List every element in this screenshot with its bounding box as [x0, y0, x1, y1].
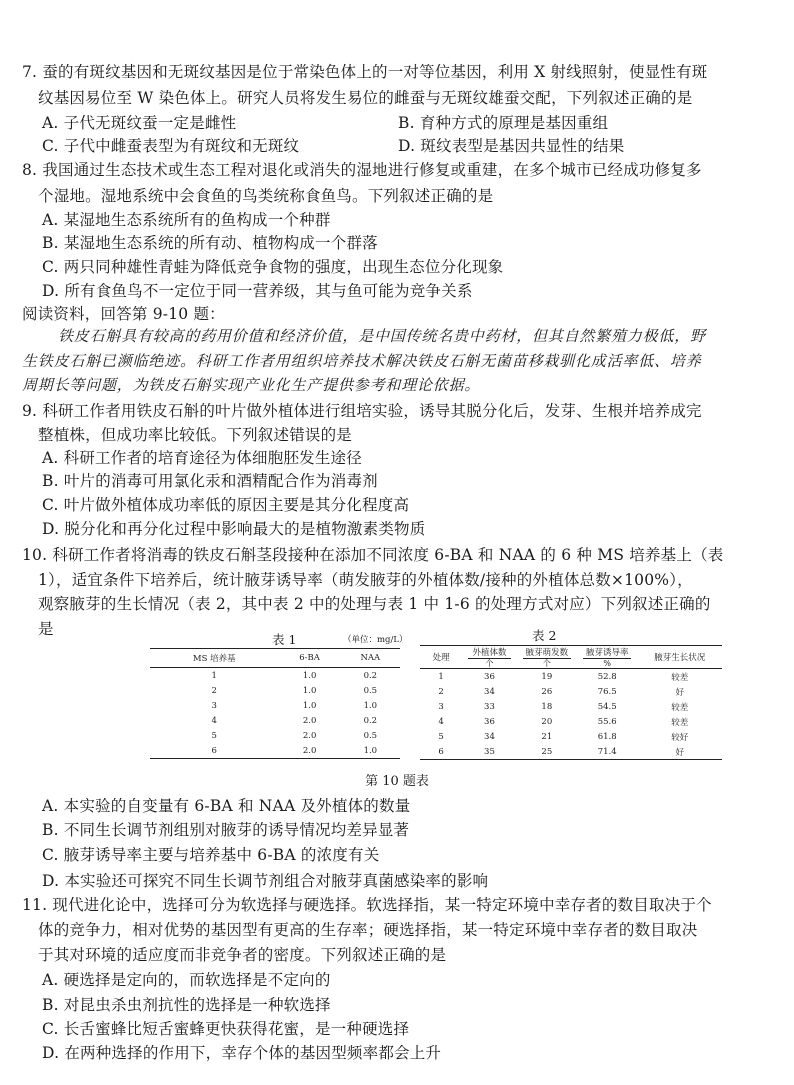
q11-option-b: B. 对昆虫杀虫剂抗性的选择是一种软选择 [42, 996, 331, 1014]
table2-header-treatment: 处理 [420, 646, 462, 669]
table-cell: 61.8 [597, 731, 617, 742]
q9-option-a: A. 科研工作者的培育途径为体细胞胚发生途径 [42, 449, 362, 467]
table-cell: 3 [438, 701, 444, 712]
table-row [420, 669, 722, 685]
table2-header-explants-label: 外植体数 [472, 648, 507, 658]
table-row [150, 728, 400, 743]
table-row [420, 729, 722, 744]
table-cell: 35 [462, 744, 516, 760]
q7-stem-line-2: 纹基因易位至 W 染色体上。研究人员将发生易位的雌蚕与无斑纹雄蚕交配，下列叙述正确的是 [38, 89, 693, 107]
table2-header-rate-label: 腋芽诱导率 [585, 648, 629, 658]
q10-stem-line-1: 10. 科研工作者将消毒的铁皮石斛茎段接种在添加不同浓度 6-BA 和 NAA 的 6 种 MS 培养基上（表 [22, 546, 724, 564]
q11-option-c: C. 长舌蜜蜂比短舌蜜蜂更快获得花蜜，是一种硬选择 [42, 1020, 410, 1038]
table-row [150, 698, 400, 713]
table-cell: 71.4 [577, 744, 637, 760]
table-cell: 6 [150, 743, 279, 759]
q11-stem-line-3: 于其对环境的适应度而非竞争者的密度。下列叙述正确的是 [38, 946, 447, 964]
table-row [150, 713, 400, 728]
table-cell: 1 [438, 671, 444, 682]
reading-line-1: 铁皮石斛具有较高的药用价值和经济价值，是中国传统名贵中药材，但其自然繁殖力极低，野 [58, 327, 706, 345]
table1-title: 表 1 [272, 632, 297, 647]
table-cell: 1 [211, 670, 217, 681]
table-row [150, 743, 400, 759]
table-cell: 较差 [671, 717, 689, 728]
table-cell: 1.0 [341, 743, 400, 759]
table-row [420, 684, 722, 699]
table2-unit-rate: % [583, 658, 631, 668]
table-cell: 6 [420, 744, 462, 760]
table-cell: 较差 [671, 672, 689, 683]
table-cell: 1.0 [302, 700, 317, 711]
table2 [420, 645, 722, 760]
table-row [150, 683, 400, 698]
table-cell: 5 [211, 730, 217, 741]
table-cell: 2 [211, 685, 217, 696]
table-cell: 1.0 [363, 700, 378, 711]
table-cell: 18 [541, 701, 553, 712]
table1-unit: （单位：mg/L） [343, 635, 408, 645]
q10-stem-line-3: 观察腋芽的生长情况（表 2，其中表 2 中的处理与表 1 中 1-6 的处理方式对应）下列叙述正确的 [38, 595, 711, 613]
table-cell: 0.2 [363, 670, 378, 681]
table-row [150, 668, 400, 684]
q9-option-c: C. 叶片做外植体成功率低的原因主要是其分化程度高 [42, 496, 410, 514]
table-cell: 36 [484, 671, 495, 682]
table-cell: 4 [438, 716, 444, 727]
table-cell: 1.0 [302, 685, 317, 696]
q8-option-a: A. 某湿地生态系统所有的鱼构成一个种群 [42, 211, 331, 229]
table-cell: 2 [438, 686, 444, 697]
q7-option-d: D. 斑纹表型是基因共显性的结果 [398, 137, 625, 155]
table-cell: 19 [541, 671, 553, 682]
q8-stem-line-2: 个湿地。湿地系统中会食鱼的鸟类统称食鱼鸟。下列叙述正确的是 [38, 187, 494, 205]
reading-line-2: 生铁皮石斛已濒临绝迹。科研工作者用组织培养技术解决铁皮石斛无菌苗移栽驯化成活率低、培养 [22, 352, 702, 370]
q8-stem-line-1: 8. 我国通过生态技术或生态工程对退化或消失的湿地进行修复或重建，在多个城市已经成功修复多 [22, 161, 702, 179]
table-cell: 25 [517, 744, 577, 760]
q8-option-d: D. 所有食鱼鸟不一定位于同一营养级，其与鱼可能为竞争关系 [42, 282, 473, 300]
table-cell: 26 [541, 686, 553, 697]
table-cell: 36 [484, 716, 495, 727]
table-cell: 好 [675, 687, 684, 698]
q7-option-c: C. 子代中雌蚕表型为有斑纹和无斑纹 [42, 137, 300, 155]
q11-option-d: D. 在两种选择的作用下，幸存个体的基因型频率都会上升 [42, 1044, 442, 1062]
table-cell: 0.2 [363, 715, 378, 726]
table1 [150, 648, 400, 759]
q10-option-d: D. 本实验还可探究不同生长调节剂组合对腋芽真菌感染率的影响 [42, 872, 489, 890]
q10-stem-line-4: 是 [38, 620, 54, 638]
table2-header-growth: 腋芽生长状况 [637, 646, 722, 669]
table-cell: 0.5 [363, 730, 378, 741]
q7-option-a: A. 子代无斑纹蚕一定是雌性 [42, 114, 237, 132]
q9-stem-line-1: 9. 科研工作者用铁皮石斛的叶片做外植体进行组培实验，诱导其脱分化后，发芽、生根并培养成完 [22, 402, 702, 420]
q9-option-b: B. 叶片的消毒可用氯化汞和酒精配合作为消毒剂 [42, 472, 378, 490]
table-cell: 1.0 [302, 670, 317, 681]
table-cell: 较好 [671, 732, 689, 743]
table2-header-sprouted [517, 646, 577, 669]
table-row [420, 744, 722, 760]
q9-option-d: D. 脱分化和再分化过程中影响最大的是植物激素类物质 [42, 520, 426, 538]
table-cell: 2.0 [279, 743, 341, 759]
table-cell: 20 [541, 716, 553, 727]
table-cell: 52.8 [597, 671, 617, 682]
table-cell: 33 [484, 701, 495, 712]
table2-header-explants [462, 646, 516, 669]
table-row [420, 699, 722, 714]
table-cell: 54.5 [597, 701, 617, 712]
table-cell: 2.0 [302, 730, 317, 741]
table-cell: 0.5 [363, 685, 378, 696]
q11-stem-line-1: 11. 现代进化论中，选择可分为软选择与硬选择。软选择指，某一特定环境中幸存者的数目取决于个 [22, 896, 712, 914]
table1-header-medium: MS 培养基 [150, 649, 279, 668]
table2-header-rate [577, 646, 637, 669]
q10-option-c: C. 腋芽诱导率主要与培养基中 6-BA 的浓度有关 [42, 846, 380, 864]
table2-title: 表 2 [532, 628, 557, 643]
table-cell: 3 [211, 700, 217, 711]
table-cell: 21 [541, 731, 553, 742]
table-cell: 34 [484, 686, 495, 697]
q10-option-a: A. 本实验的自变量有 6-BA 和 NAA 及外植体的数量 [42, 797, 411, 815]
q9-stem-line-2: 整植株，但成功率比较低。下列叙述错误的是 [38, 426, 353, 444]
table-cell: 好 [637, 744, 722, 760]
table-cell: 较差 [671, 702, 689, 713]
table-cell: 76.5 [597, 686, 617, 697]
q7-stem-line-1: 7. 蚕的有斑纹基因和无斑纹基因是位于常染色体上的一对等位基因，利用 X 射线照射，使显性有斑 [22, 63, 708, 81]
q8-option-b: B. 某湿地生态系统的所有动、植物构成一个群落 [42, 234, 378, 252]
table1-header-6ba: 6-BA [279, 649, 341, 668]
table2-unit-sprouted: 个 [523, 658, 571, 668]
q11-stem-line-2: 体的竞争力，相对优势的基因型有更高的生存率；硬选择指，某一特定环境中幸存者的数目取决 [38, 921, 698, 939]
q11-option-a: A. 硬选择是定向的，而软选择是不定向的 [42, 971, 331, 989]
table-caption: 第 10 题表 [365, 774, 429, 789]
table-cell: 2.0 [302, 715, 317, 726]
reading-line-3: 周期长等问题，为铁皮石斛实现产业化生产提供参考和理论依据。 [22, 376, 481, 394]
table2-header-sprouted-label: 腋芽萌发数 [525, 648, 569, 658]
table-row [420, 714, 722, 729]
table2-unit-explants: 个 [468, 658, 510, 668]
table-cell: 4 [211, 715, 217, 726]
reading-intro: 阅读资料，回答第 9-10 题： [22, 305, 225, 323]
q10-stem-line-2: 1），适宜条件下培养后，统计腋芽诱导率（萌发腋芽的外植体数/接种的外植体总数×100%）， [38, 571, 693, 589]
table1-header-naa: NAA [341, 649, 400, 668]
q7-option-b: B. 育种方式的原理是基因重组 [398, 114, 609, 132]
q10-option-b: B. 不同生长调节剂组别对腋芽的诱导情况均差异显著 [42, 821, 410, 839]
q8-option-c: C. 两只同种雄性青蛙为降低竞争食物的强度，出现生态位分化现象 [42, 258, 504, 276]
table-cell: 34 [484, 731, 495, 742]
table-cell: 5 [438, 731, 444, 742]
table-cell: 55.6 [597, 716, 617, 727]
